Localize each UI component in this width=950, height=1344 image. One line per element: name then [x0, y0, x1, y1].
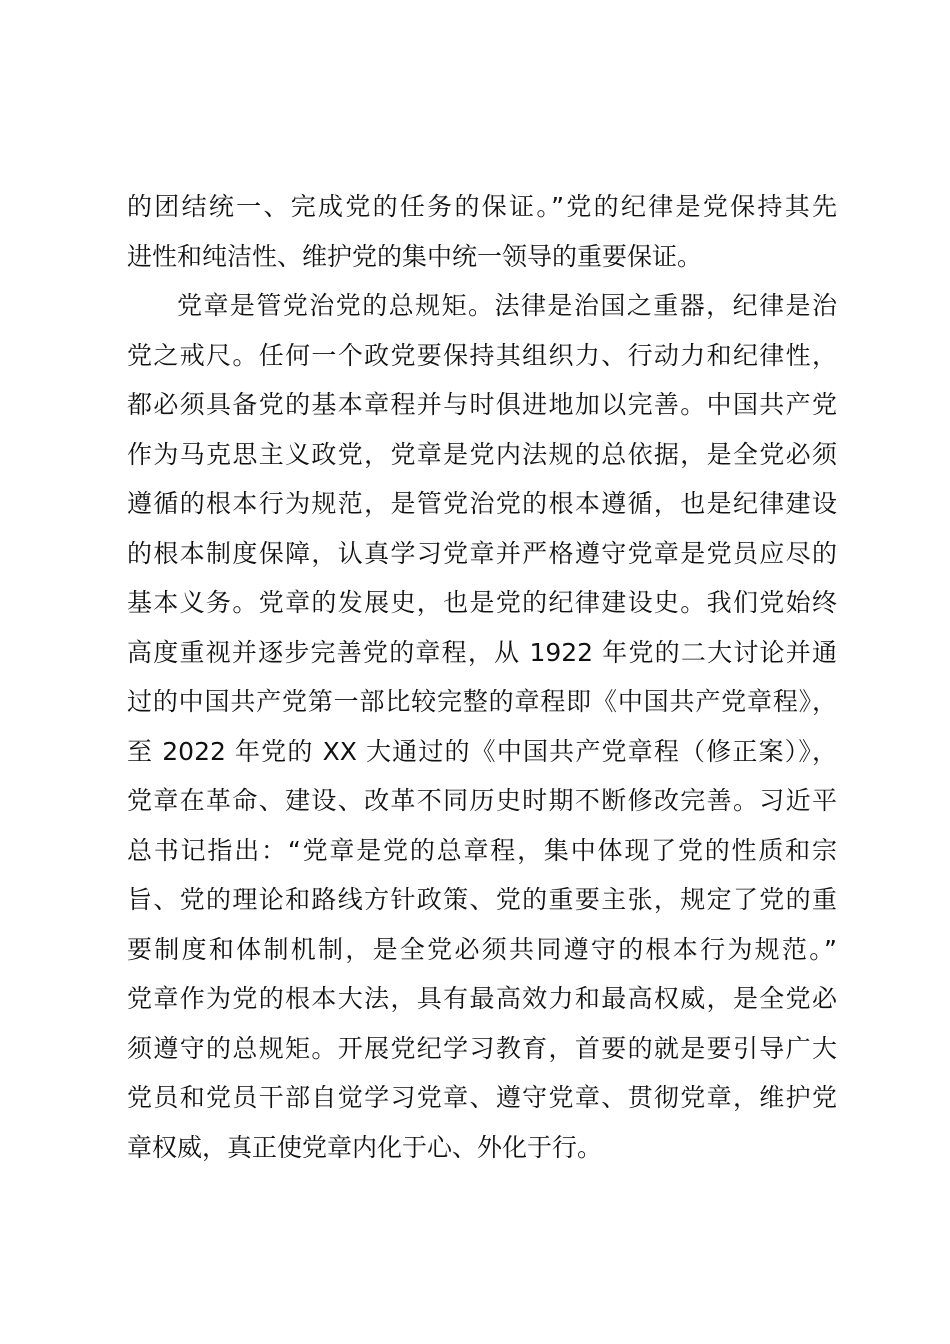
text-line: 须遵守的总规矩。开展党纪学习教育，首要的就是要引导广大 [127, 1033, 837, 1063]
text-line: 总书记指出：“党章是党的总章程，集中体现了党的性质和宗 [127, 835, 837, 865]
text-line: 的团结统一、完成党的任务的保证。”党的纪律是党保持其先 [127, 192, 837, 221]
text-line: 的根本制度保障，认真学习党章并严格遵守党章是党员应尽的 [127, 538, 837, 568]
text-line: 至 2022 年党的 XX 大通过的《中国共产党章程（修正案）》， [127, 736, 837, 766]
text-line: 旨、党的理论和路线方针政策、党的重要主张，规定了党的重 [127, 885, 837, 914]
text-line: 作为马克思主义政党，党章是党内法规的总依据，是全党必须 [127, 439, 837, 469]
text-line: 党之戒尺。任何一个政党要保持其组织力、行动力和纪律性， [127, 340, 837, 370]
text-line: 高度重视并逐步完善党的章程，从 1922 年党的二大讨论并通 [127, 637, 837, 667]
text-line: 基本义务。党章的发展史，也是党的纪律建设史。我们党始终 [127, 588, 837, 617]
text-line: 党章在革命、建设、改革不同历史时期不断修改完善。习近平 [127, 786, 837, 815]
text-line: 进性和纯洁性、维护党的集中统一领导的重要保证。 [127, 241, 703, 271]
text-line: 章权威，真正使党章内化于心、外化于行。 [127, 1132, 603, 1162]
text-line: 要制度和体制机制，是全党必须共同遵守的根本行为规范。” [127, 934, 837, 964]
text-line: 都必须具备党的基本章程并与时俱进地加以完善。中国共产党 [127, 390, 837, 419]
text-line: 遵循的根本行为规范，是管党治党的根本遵循，也是纪律建设 [127, 489, 837, 518]
text-line: 党员和党员干部自觉学习党章、遵守党章、贯彻党章，维护党 [127, 1083, 837, 1112]
text-line: 党章是管党治党的总规矩。法律是治国之重器，纪律是治 [177, 291, 837, 320]
body-text [127, 182, 837, 1172]
text-line: 党章作为党的根本大法，具有最高效力和最高权威，是全党必 [127, 984, 837, 1013]
text-line: 过的中国共产党第一部比较完整的章程即《中国共产党章程》， [127, 687, 837, 716]
